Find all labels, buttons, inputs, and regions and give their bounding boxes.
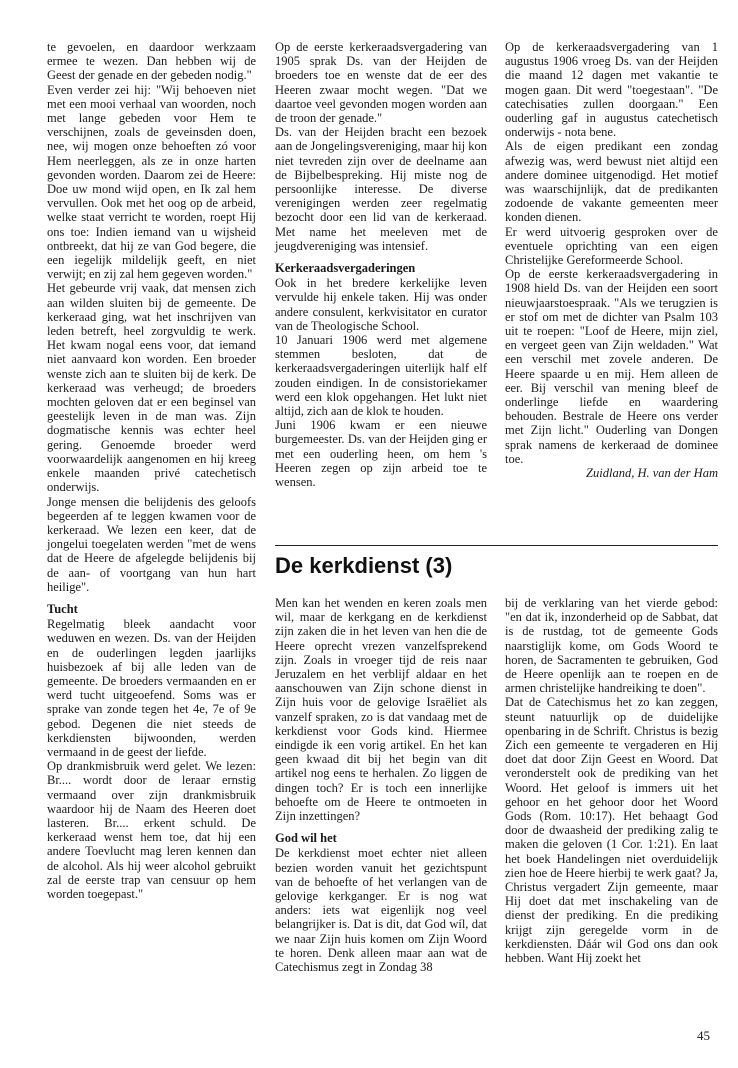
paragraph: te gevoelen, en daardoor werkzaam ermee te wezen. Dan hebben wij de Geest der genade en der gebeden nodig." xyxy=(47,40,256,83)
column-5 xyxy=(505,596,718,965)
paragraph: Regelmatig bleek aandacht voor weduwen en wezen. Ds. van der Heijden en de ouderlingen legden jaarlijks huisbezoek af bij alle leden van de gemeente. De broeders vermaanden en er werd tucht uitgeoefend. Soms was er sprake van zonde tegen het 4e, 7e of 9e gebod. Degenen die niet steeds de kerkdiensten bijwoonden, werden vermaand in de geest der liefde. xyxy=(47,617,256,759)
paragraph: Op de kerkeraadsvergadering van 1 augustus 1906 vroeg Ds. van der Heijden die maand 12 dagen met vakantie te mogen gaan. Dit werd "toegestaan". "De catechisaties zullen doorgaan." Een ouderling gaf in augustus catechetisch onderwijs - nota bene. xyxy=(505,40,718,140)
paragraph: Ds. van der Heijden bracht een bezoek aan de Jongelingsvereniging, maar hij kon niet tevreden zijn over de deelname aan de Bijbelbespreking. Hij miste nog de persoonlijke interesse. De diverse verenigingen werden zeer regelmatig bezocht door een lid van de kerkeraad. Met name het meeleven met de jeugdvereniging was intensief. xyxy=(275,125,487,253)
column-1 xyxy=(47,40,256,901)
author-signature: Zuidland, H. van der Ham xyxy=(586,466,718,481)
column-2 xyxy=(275,40,487,489)
section-divider xyxy=(275,545,718,546)
section-heading-tucht: Tucht xyxy=(47,601,78,616)
paragraph: De kerkdienst moet echter niet alleen bezien worden vanuit het gezichtspunt van de behoefte of het verlangen van de gelovige kerkganger. Er is nog wat anders: iets wat eigenlijk nog veel belangrijker is. Dat is dit, dat God wíl, dat we naar Zijn huis komen om Zijn Woord te horen. Denk alleen maar aan wat de Catechismus zegt in Zondag 38 xyxy=(275,846,487,975)
paragraph: bij de verklaring van het vierde gebod: "en dat ik, inzonderheid op de Sabbat, dat is de rustdag, tot de gemeente Gods naarstiglijk kome, om Gods Woord te horen, de Sacramenten te gebruiken, God de Heere openlijk aan te roepen en de armen christelijke handreiking te doen". xyxy=(505,596,718,696)
paragraph: Op drankmisbruik werd gelet. We lezen: Br.... wordt door de leraar ernstig vermaand over zijn drankmisbruik waardoor hij de Naam des Heeren doet lasteren. Br.... erkent schuld. De kerkeraad wenst hem toe, dat hij een andere Toevlucht mag leren kennen dan de alcohol. Als hij weer alcohol gebruikt zal de eerste trap van censuur op hem worden toegepast." xyxy=(47,759,256,901)
paragraph: Jonge mensen die belijdenis des geloofs begeerden af te leggen kwamen voor de kerkeraad. We lezen een keer, dat de jongelui toegelaten werden "met de wens dat de Heere de afgelegde belijdenis bij de aan- of voortgang van hun hart heilige". xyxy=(47,494,256,594)
page-number: 45 xyxy=(697,1028,710,1043)
paragraph: 10 Januari 1906 werd met algemene stemmen besloten, dat de kerkeraadsvergaderingen uiterlijk half elf zouden eindigen. In de consistoriekamer werd een klok opgehangen. Het lukt niet altijd, zich aan de klok te houden. xyxy=(275,333,487,419)
column-4 xyxy=(275,596,487,974)
paragraph: Op de eerste kerkeraadsvergadering in 1908 hield Ds. van der Heijden een soort nieuwjaarstoespraak. "Als we terugzien is er stof om met de dichter van Psalm 103 uit te roepen: "Loof de Heere, mijn ziel, en vergeet geen van Zijn weldaden." Wat een verschil met zovele anderen. De Heere spaarde u en mij. Hem alleen de eer. Bij verschil van mening bleef de onderlinge liefde en waardering behouden. Bestrale de Heere ons verder met Zijn licht." Ouderling van Dongen sprak namens de kerkeraad de dominee toe. xyxy=(505,267,718,466)
paragraph: Dat de Catechismus het zo kan zeggen, steunt natuurlijk op de duidelijke openbaring in de Schrift. Christus is bezig Zich een gemeente te vergaderen en Hij doet dat door Zijn Geest en Woord. Dat veronderstelt ook de prediking van het Woord. Het geloof is immers uit het gehoor en het gehoor door het Woord Gods (Rom. 10:17). Het behaagt God door de dwaasheid der prediking zalig te maken die geloven (1 Cor. 1:21). En laat het boek Handelingen niet overduidelijk zien hoe de Heere hierbij te werk gaat? Ja, Christus vergadert Zijn gemeente, maar Hij doet dat met inschakeling van de dienst der prediking. En die prediking krijgt zijn geregelde vorm in de kerkdiensten. Dáár wil God ons dan ook hebben. Want Hij zoekt het xyxy=(505,695,718,966)
column-3 xyxy=(505,40,718,480)
paragraph: Er werd uitvoerig gesproken over de eventuele oprichting van een eigen Christelijke Gereformeerde School. xyxy=(505,224,718,268)
paragraph: Men kan het wenden en keren zoals men wil, maar de kerkgang en de kerkdienst zijn zaken die in het leven van hen die de Heere oprecht vrezen vanzelfsprekend zijn. Zoals in vroeger tijd de reis naar Jeruzalem en het verblijf aldaar en het aanschouwen van Zijn schone dienst in Zijn huis voor de gelovige Israëliet als vanzelf spraken, zo is dat vandaag met de kerkdienst voor Gods kind. Hiermee eindigde ik een vorig artikel. En het kan geen kwaad dit bij het begin van dit artikel nog eens te herhalen. Zo liggen de dingen toch? Er is toch een innerlijke behoefte om de Heere te ontmoeten in Zijn inzettingen? xyxy=(275,596,487,824)
paragraph: Als de eigen predikant een zondag afwezig was, werd bewust niet altijd een andere dominee uitgenodigd. Het motief was waarschijnlijk, dat de predikanten zodoende de vakante gemeenten meer konden dienen. xyxy=(505,139,718,225)
paragraph: Op de eerste kerkeraadsvergadering van 1905 sprak Ds. van der Heijden de broeders toe en wenste dat de eer des Heeren zwaar mocht wegen. "Dat we daartoe veel gevonden mogen worden aan de troon der genade." xyxy=(275,40,487,126)
paragraph: Ook in het bredere kerkelijke leven vervulde hij enkele taken. Hij was onder andere consulent, kerkvisitator en curator van de Theologische School. xyxy=(275,276,487,333)
article-title: De kerkdienst (3) xyxy=(275,553,453,578)
paragraph: Het gebeurde vrij vaak, dat mensen zich aan wilden sluiten bij de gemeente. De kerkeraad ging, wat het inschrijven van leden betreft, heel zorgvuldig te werk. Het kwam nogal eens voor, dat iemand niet aanvaard kon worden. Een broeder wenste zich aan te sluiten bij de kerk. De kerkeraad was verheugd; de broeders mochten geloven dat er een beginsel van geestelijk leven in de man was. Zijn dogmatische kennis was echter heel gering. Genoemde broeder werd voorwaardelijk aangenomen en hij kreeg enkele maanden privé catechetisch onderwijs. xyxy=(47,281,256,495)
paragraph: Even verder zei hij: "Wij behoeven niet met een mooi verhaal van woorden, noch met lange gebeden voor Hem te verschijnen, zoals de geveinsden doen, nee, wij mogen onze behoeften zó voor Hem neerleggen, als ze in onze harten gevonden worden. Daarom zei de Heere: Doe uw mond wijd open, en Ik zal hem vervullen. Ook met het oog op de arbeid, welke staat verricht te worden, roept Hij ons toe: Indien iemand van u wijsheid ontbreekt, dat hij ze van God begere, die een iegelijk mildelijk geeft, en niet verwijt; en zij zal hem gegeven worden." xyxy=(47,82,256,282)
section-heading-kerkeraadsvergaderingen: Kerkeraadsvergaderingen xyxy=(275,261,416,276)
paragraph: Juni 1906 kwam er een nieuwe burgemeester. Ds. van der Heijden ging er met een ouderling heen, om hem 's Heeren zegen op zijn arbeid toe te wensen. xyxy=(275,418,487,490)
section-heading-god-wil-het: God wil het xyxy=(275,831,337,846)
